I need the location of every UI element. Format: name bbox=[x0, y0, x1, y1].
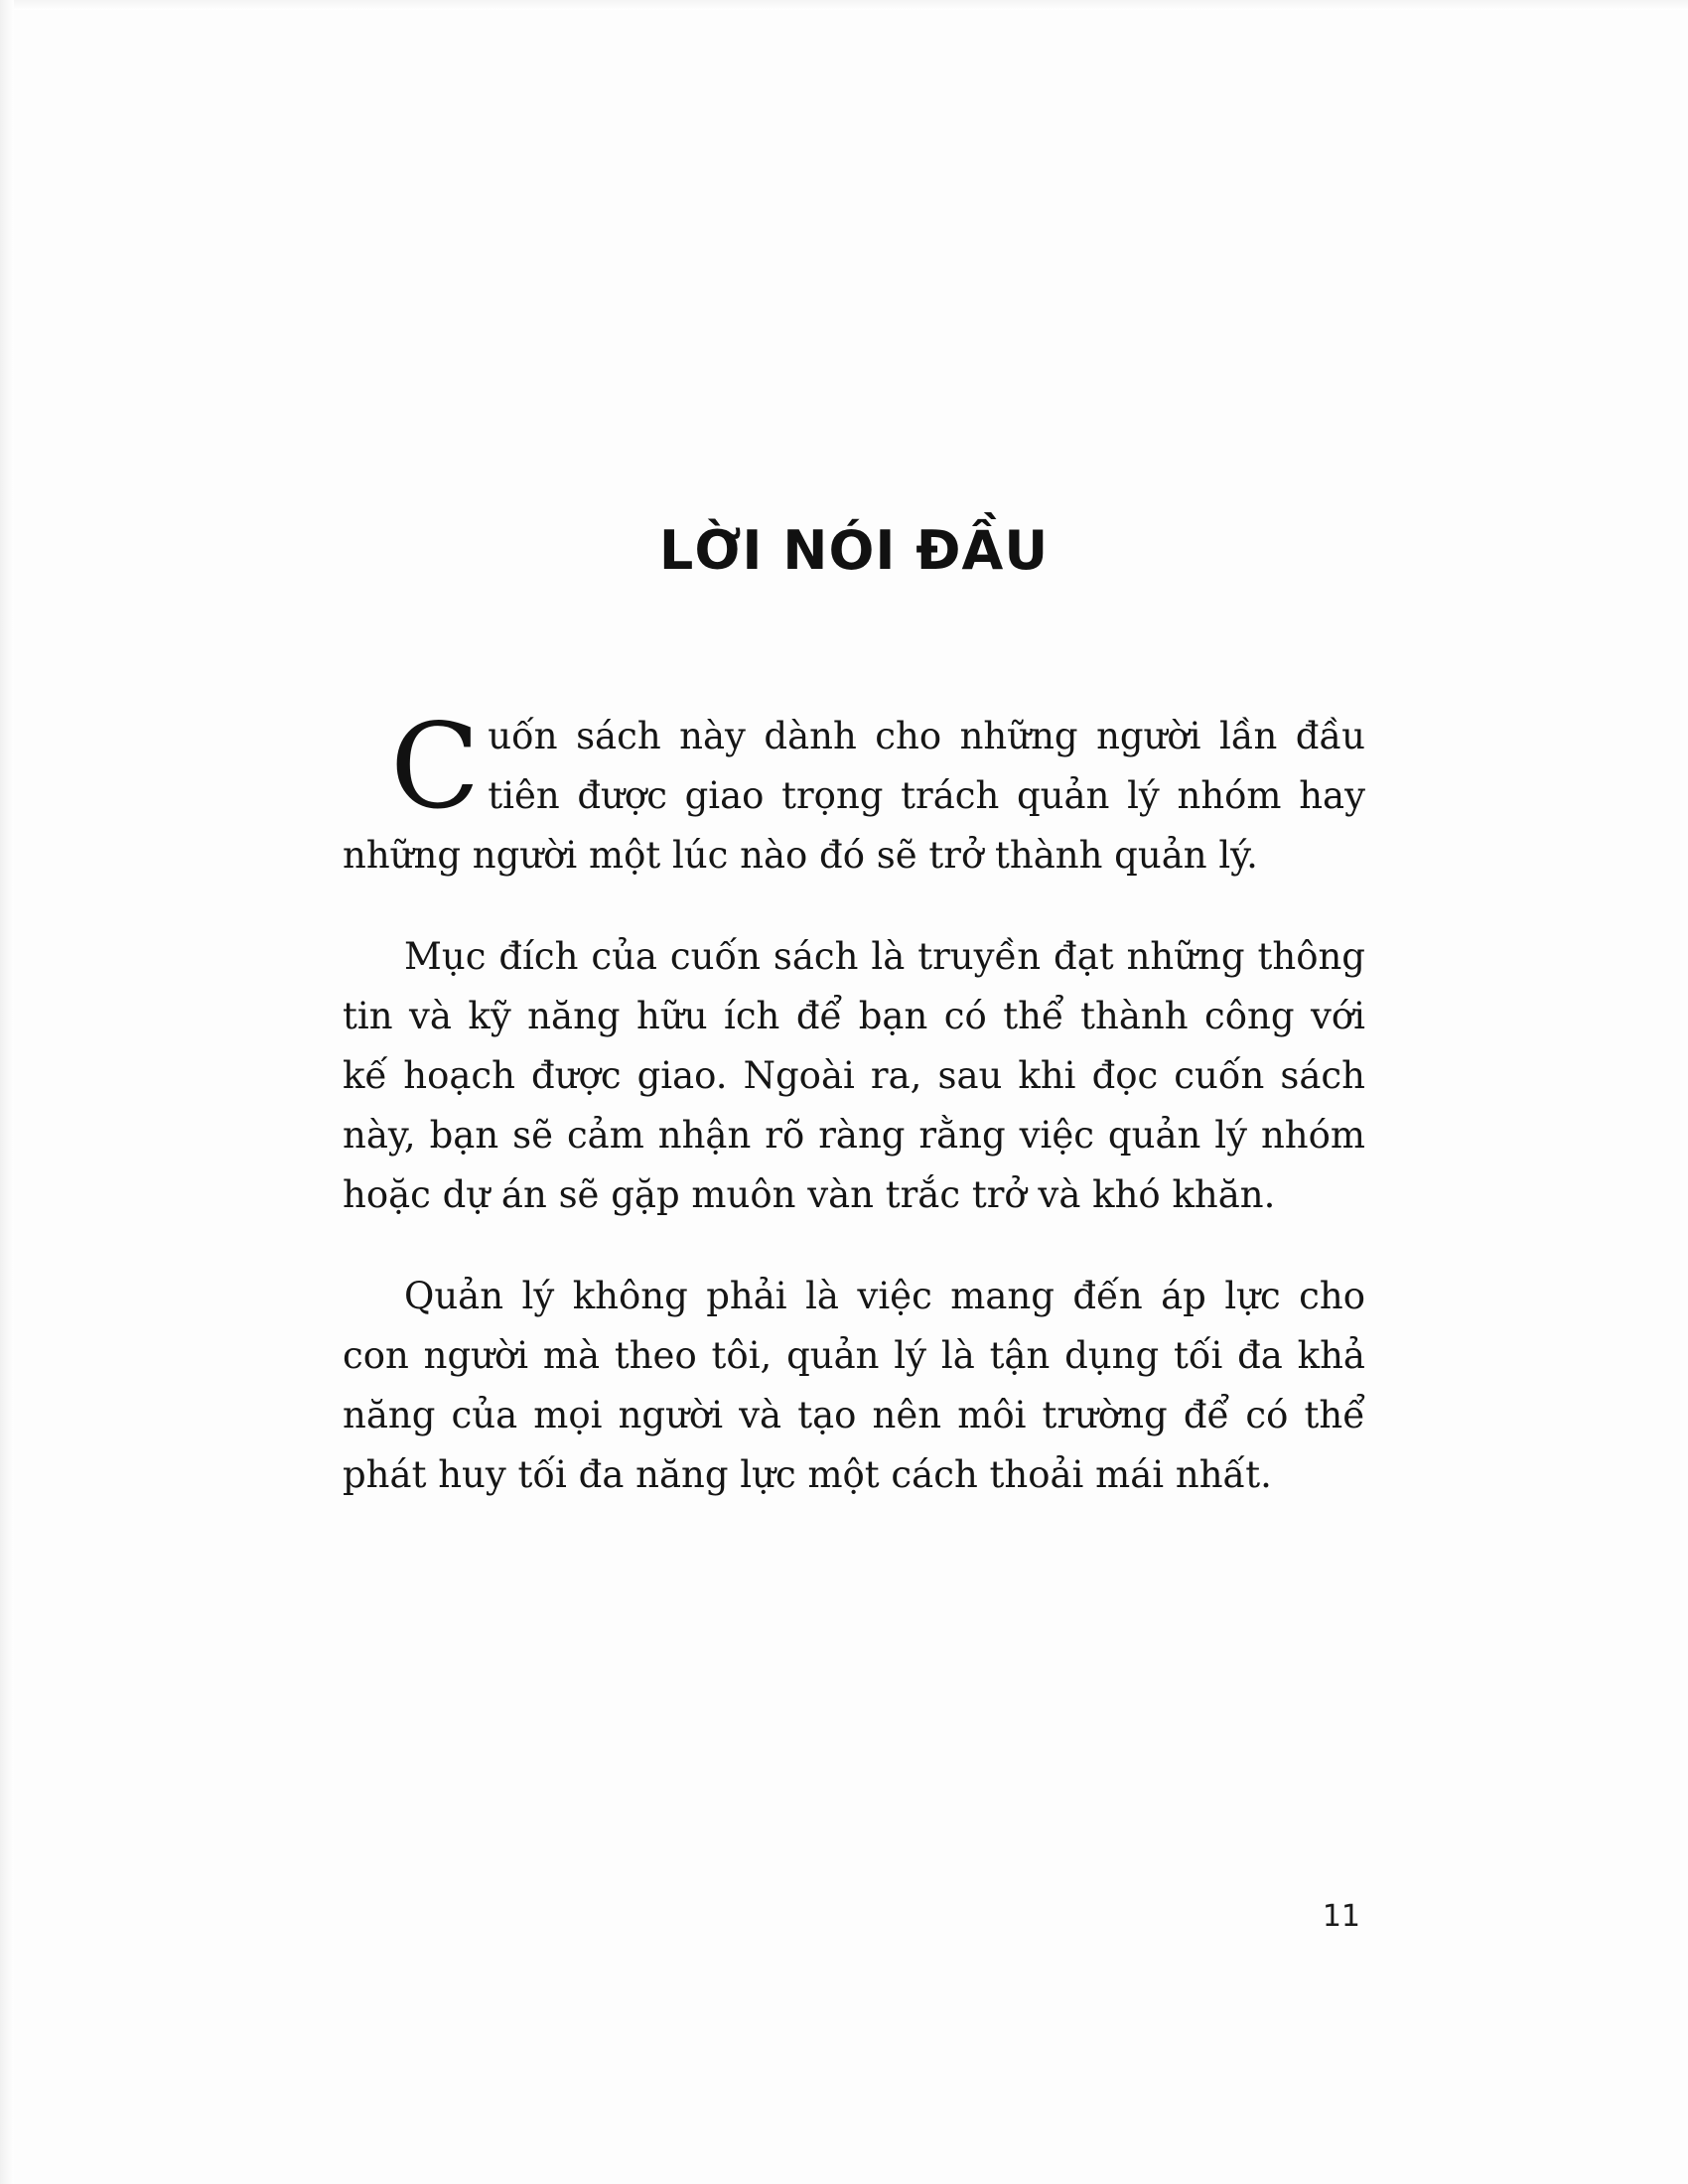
paragraph-3 bbox=[343, 1267, 1365, 1505]
paragraph-2 bbox=[343, 927, 1365, 1225]
paragraph-1 bbox=[343, 698, 1365, 886]
paragraph-1-text: uốn sách này dành cho những người lần đầu tiên được giao trọng trách quản lý nhóm hay những người một lúc nào đó sẽ trở thành quản lý. bbox=[343, 715, 1365, 878]
drop-cap-letter: C bbox=[390, 698, 481, 836]
paper-edge-left-shading bbox=[0, 0, 14, 2184]
page-content-column bbox=[343, 0, 1365, 2184]
paragraph-2-text: Mục đích của cuốn sách là truyền đạt những thông tin và kỹ năng hữu ích để bạn có thể thành công với kế hoạch được giao. Ngoài ra, sau khi đọc cuốn sách này, bạn sẽ cảm nhận rõ ràng rằng việc quản lý nhóm hoặc dự án sẽ gặp muôn vàn trắc trở và khó khăn. bbox=[343, 935, 1365, 1216]
page-title: LỜI NÓI ĐẦU bbox=[658, 519, 1050, 582]
page-number: 11 bbox=[1322, 1899, 1360, 1934]
body-text bbox=[343, 580, 1365, 1504]
paragraph-3-text: Quản lý không phải là việc mang đến áp lực cho con người mà theo tôi, quản lý là tận dụng tối đa khả năng của mọi người và tạo nên môi trường để có thể phát huy tối đa năng lực một cách thoải mái nhất. bbox=[343, 1274, 1365, 1496]
